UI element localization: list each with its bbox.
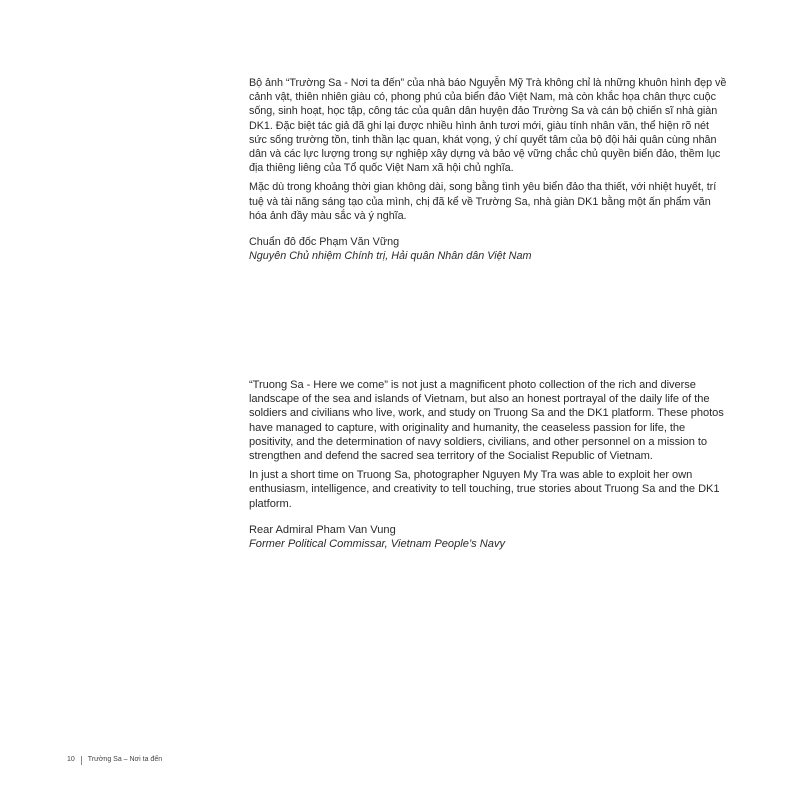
- footer-divider: [81, 756, 82, 765]
- en-paragraph-1: “Truong Sa - Here we come” is not just a magnificent photo collection of the rich and diverse landscape of the sea and islands of Vietnam, but also an honest portrayal of the daily life of the soldiers and civilians who live, work, and study on Truong Sa and the DK1 platform. These photos have managed to capture, with originality and humanity, the ceaseless passion for life, the positivity, and the determination of navy soldiers, civilians, and other personnel on a mission to strengthen and defend the sacred sea territory of the Socialist Republic of Vietnam.: [249, 379, 724, 463]
- page-footer: [67, 755, 162, 765]
- en-signature: [249, 523, 729, 551]
- vi-paragraph-2: Mặc dù trong khoảng thời gian không dài, song bằng tình yêu biển đảo tha thiết, với nhiệt huyết, trí tuệ và tài năng sáng tạo của mình, chị đã kể về Trường Sa, nhà giàn DK1 bằng một ấn phẩm văn hóa ảnh đầy màu sắc và ý nghĩa.: [249, 181, 717, 222]
- vi-signature-title: Nguyên Chủ nhiệm Chính trị, Hải quân Nhân dân Việt Nam: [249, 250, 532, 263]
- en-signature-title: Former Political Commissar, Vietnam People’s Navy: [249, 538, 506, 551]
- vietnamese-foreword: [249, 76, 729, 263]
- vi-signature: [249, 235, 729, 263]
- en-paragraph-2: In just a short time on Truong Sa, photographer Nguyen My Tra was able to exploit her own enthusiasm, intelligence, and creativity to tell touching, true stories about Truong Sa and the DK1 platform.: [249, 469, 720, 510]
- vi-paragraph-1: Bộ ảnh “Trường Sa - Nơi ta đến” của nhà báo Nguyễn Mỹ Trà không chỉ là những khuôn hình đẹp về cảnh vật, thiên nhiên giàu có, phong phú của biển đảo Việt Nam, mà còn khắc họa chân thực cuộc sống, sinh hoạt, học tập, công tác của quân dân huyện đảo Trường Sa và cán bộ chiến sĩ nhà giàn DK1. Đặc biệt tác giả đã ghi lại được nhiều hình ảnh tươi mới, giàu tính nhân văn, thể hiện rõ nét sức sống trường tồn, tinh thần lạc quan, khát vọng, ý chí quyết tâm của bộ đội hải quân cùng nhân dân và các lực lượng trong sự nghiệp xây dựng và bảo vệ vững chắc chủ quyền biển đảo, thềm lục địa thiêng liêng của Tổ quốc Việt Nam xã hội chủ nghĩa.: [249, 77, 727, 175]
- running-title: Trường Sa – Nơi ta đến: [87, 756, 163, 763]
- english-foreword: [249, 378, 729, 551]
- en-signature-name: Rear Admiral Pham Van Vung: [249, 523, 396, 536]
- page-number: 10: [67, 756, 75, 763]
- vi-signature-name: Chuẩn đô đốc Phạm Văn Vững: [249, 236, 400, 249]
